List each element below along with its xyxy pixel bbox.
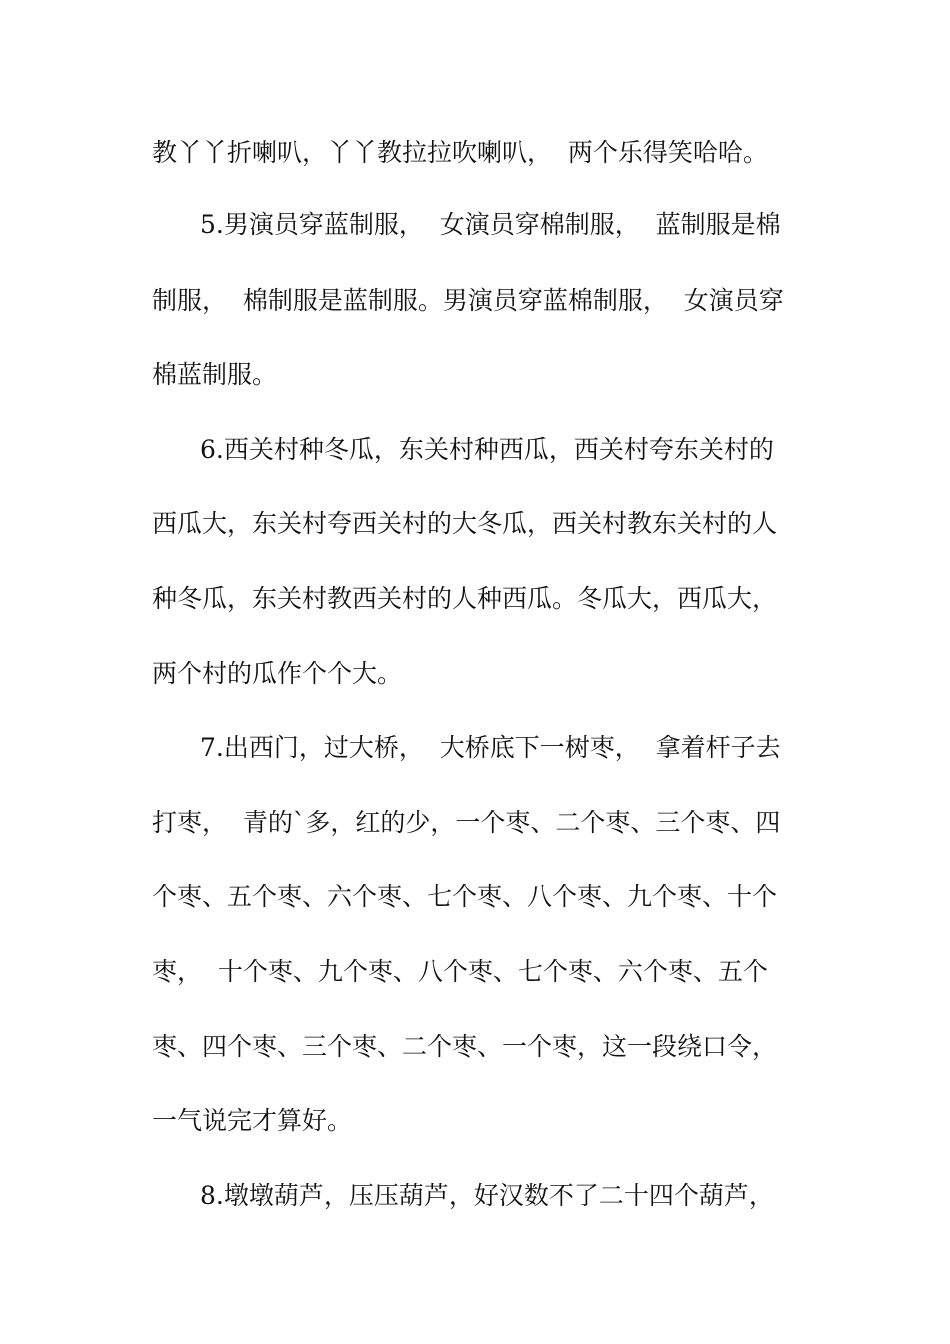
paragraph-6-line-4: 两个村的瓜作个个大。 xyxy=(152,659,403,688)
paragraph-6-line-3: 种冬瓜，东关村教西关村的人种西瓜。冬瓜大，西瓜大， xyxy=(152,584,778,613)
paragraph-6-line-2: 西瓜大，东关村夸西关村的大冬瓜，西关村教东关村的人 xyxy=(152,509,778,538)
paragraph-6-line-1: 6.西关村种冬瓜，东关村种西瓜，西关村夸东关村的 xyxy=(200,435,774,464)
text-line-1: 教丫丫折喇叭，丫丫教拉拉吹喇叭， 两个乐得笑哈哈。 xyxy=(152,138,768,167)
paragraph-7-line-2: 打枣， 青的`多，红的少，一个枣、二个枣、三个枣、四 xyxy=(152,808,781,837)
paragraph-5-line-2: 制服， 棉制服是蓝制服。男演员穿蓝棉制服， 女演员穿 xyxy=(152,286,784,315)
paragraph-7-line-1: 7.出西门，过大桥， 大桥底下一树枣， 拿着杆子去 xyxy=(200,733,781,762)
paragraph-5-line-3: 棉蓝制服。 xyxy=(152,360,278,389)
paragraph-5-line-1: 5.男演员穿蓝制服， 女演员穿棉制服， 蓝制服是棉 xyxy=(200,210,781,239)
paragraph-7-line-6: 一气说完才算好。 xyxy=(152,1106,353,1135)
paragraph-7-line-4: 枣， 十个枣、九个枣、八个枣、七个枣、六个枣、五个 xyxy=(152,957,768,986)
paragraph-7-line-5: 枣、四个枣、三个枣、二个枣、一个枣，这一段绕口令， xyxy=(152,1032,778,1061)
paragraph-8-line-1: 8.墩墩葫芦，压压葫芦，好汉数不了二十四个葫芦， xyxy=(200,1181,774,1210)
paragraph-7-line-3: 个枣、五个枣、六个枣、七个枣、八个枣、九个枣、十个 xyxy=(152,882,778,911)
